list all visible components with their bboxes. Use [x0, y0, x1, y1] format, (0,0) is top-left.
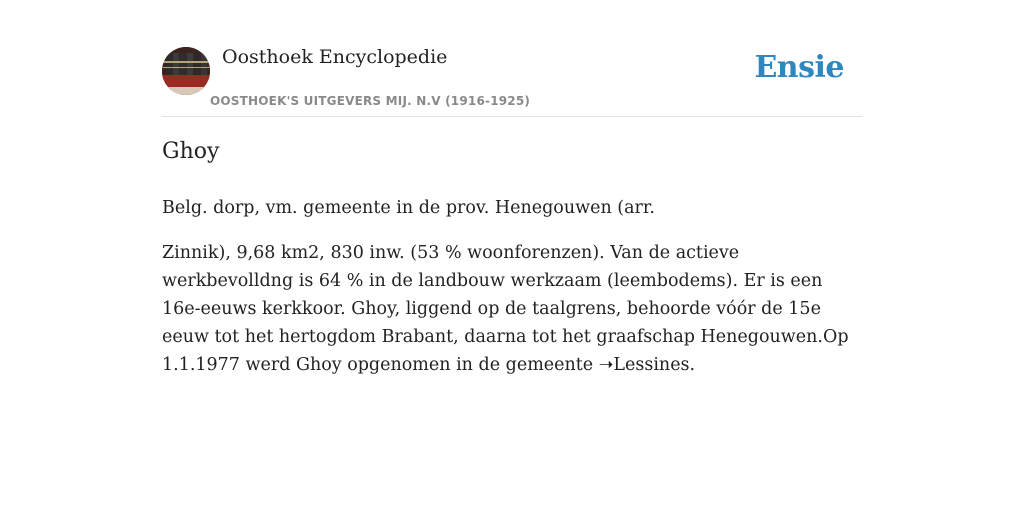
books-icon[interactable] [162, 47, 210, 95]
cross-reference-link-lessines[interactable]: ➝Lessines [598, 355, 690, 375]
publisher-label: OOSTHOEK'S UITGEVERS MIJ. N.V (1916-1925) [210, 94, 531, 108]
ensie-logo[interactable]: Ensie [754, 50, 844, 85]
site-header [162, 44, 862, 117]
article-intro: Belg. dorp, vm. gemeente in de prov. Henegouwen (arr. [162, 198, 655, 218]
article-body [162, 239, 862, 379]
article-body-end: . [689, 355, 696, 375]
article-title: Ghoy [162, 139, 220, 164]
article-body-text: Zinnik), 9,68 km2, 830 inw. (53 % woonforenzen). Van de actieve werkbevolldng is 64 % in de landbouw werkzaam (leembodems). Er is een 16e-eeuws kerkkoor. Ghoy, liggend op de taalgrens, behoorde vóór de 15e eeuw tot het hertogdom Brabant, daarna tot het graafschap Henegouwen.Op 1.1.1977 werd Ghoy opgenomen in de gemeente [162, 243, 849, 375]
encyclopedia-name[interactable]: Oosthoek Encyclopedie [222, 46, 448, 68]
